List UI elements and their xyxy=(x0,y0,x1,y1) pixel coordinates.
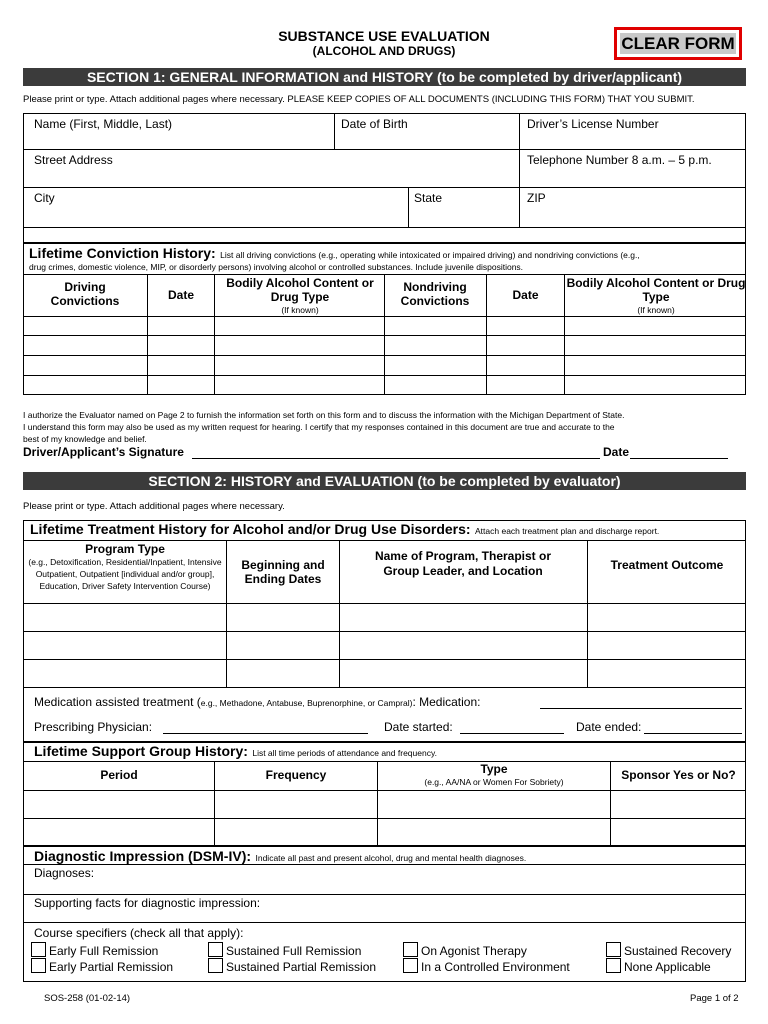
zip-field[interactable]: ZIP xyxy=(527,191,546,205)
col-bac: Bodily Alcohol Content or Drug Type xyxy=(226,276,374,304)
general-info-box xyxy=(23,113,746,243)
diagnoses-field[interactable]: Diagnoses: xyxy=(34,866,95,880)
col-type-note: (e.g., AA/NA or Women For Sobriety) xyxy=(424,777,564,787)
date-ended-label: Date ended: xyxy=(576,720,642,734)
date-started-input[interactable] xyxy=(460,733,564,734)
col-program-type: Program Type xyxy=(85,542,165,556)
col-program-name: Name of Program, Therapist or Group Leader, and Location xyxy=(374,549,552,578)
support-heading: Lifetime Support Group History: xyxy=(34,743,248,759)
license-field[interactable]: Driver’s License Number xyxy=(527,117,659,131)
diagnostic-heading: Diagnostic Impression (DSM-IV): xyxy=(34,848,252,864)
form-id: SOS-258 (01-02-14) xyxy=(44,993,131,1004)
street-field[interactable]: Street Address xyxy=(34,153,113,167)
physician-label: Prescribing Physician: xyxy=(34,720,153,734)
date-ended-input[interactable] xyxy=(644,733,742,734)
treatment-note: Attach each treatment plan and discharge report. xyxy=(475,526,660,536)
checkbox-sustained-partial-remission[interactable]: Sustained Partial Remission xyxy=(208,958,376,974)
diagnostic-note: Indicate all past and present alcohol, drug and mental health diagnoses. xyxy=(255,853,527,863)
checkbox-early-partial-remission[interactable]: Early Partial Remission xyxy=(31,958,173,974)
col-sponsor: Sponsor Yes or No? xyxy=(621,768,736,782)
checkbox-sustained-recovery[interactable]: Sustained Recovery xyxy=(606,942,731,958)
signature-label: Driver/Applicant’s Signature xyxy=(23,445,184,459)
col-bac-note-2: (If known) xyxy=(637,305,675,315)
signature-line[interactable] xyxy=(192,458,600,459)
section1-instructions: Please print or type. Attach additional pages where necessary. PLEASE KEEP COPIES OF ALL DOCUMENTS (INCLUDING THIS FORM) THAT YOU SUBMIT. xyxy=(23,94,695,105)
clear-form-label: CLEAR FORM xyxy=(621,34,735,53)
col-program-note: (e.g., Detoxification, Residential/Inpatient, Intensive Outpatient, Outpatient [individual and/or group], Education, Driver Safety Intervention Course) xyxy=(28,557,222,591)
checkbox-controlled-environment[interactable]: In a Controlled Environment xyxy=(403,958,570,974)
checkbox-none-applicable[interactable]: None Applicable xyxy=(606,958,711,974)
col-frequency: Frequency xyxy=(265,768,327,782)
date-line[interactable] xyxy=(630,458,728,459)
name-field[interactable]: Name (First, Middle, Last) xyxy=(34,117,173,131)
authorization-text: I authorize the Evaluator named on Page 2 to furnish the information set forth on this form and to discuss the information with the Michigan Department of State. I understand this form may also be used as my written request for hearing. I certify that my responses contained in this document are true and accurate to the best of my knowledge and belief. xyxy=(23,410,625,444)
checkbox-sustained-full-remission[interactable]: Sustained Full Remission xyxy=(208,942,361,958)
col-period: Period xyxy=(100,768,138,782)
page-number: Page 1 of 2 xyxy=(690,993,739,1004)
col-date-2: Date xyxy=(512,288,539,302)
col-bac-2: Bodily Alcohol Content or Drug Type xyxy=(566,276,746,304)
form-subtitle: (ALCOHOL AND DRUGS) xyxy=(312,44,456,58)
form-title: SUBSTANCE USE EVALUATION xyxy=(278,28,490,44)
checkbox-early-full-remission[interactable]: Early Full Remission xyxy=(31,942,158,958)
checkbox-on-agonist-therapy[interactable]: On Agonist Therapy xyxy=(403,942,527,958)
physician-input[interactable] xyxy=(163,733,368,734)
section1-bar: SECTION 1: GENERAL INFORMATION and HISTORY (to be completed by driver/applicant) xyxy=(23,68,746,86)
medication-line: Medication assisted treatment (e.g., Methadone, Antabuse, Buprenorphine, or Campral): Medication: xyxy=(34,695,481,709)
conviction-note-2: drug crimes, domestic violence, MIP, or disorderly persons) involving alcohol or controlled substances. Include juvenile dispositions. xyxy=(29,262,524,272)
section2-bar: SECTION 2: HISTORY and EVALUATION (to be completed by evaluator) xyxy=(23,472,746,490)
medication-input[interactable] xyxy=(540,708,742,709)
section2-instructions: Please print or type. Attach additional pages where necessary. xyxy=(23,501,285,512)
date-started-label: Date started: xyxy=(384,720,453,734)
col-date: Date xyxy=(167,288,194,302)
dob-field[interactable]: Date of Birth xyxy=(341,117,408,131)
col-driving-convictions: Driving Convictions xyxy=(50,280,120,308)
support-note: List all time periods of attendance and frequency. xyxy=(252,748,437,758)
course-specifiers-label: Course specifiers (check all that apply): xyxy=(34,926,244,940)
conviction-note: List all driving convictions (e.g., operating while intoxicated or impaired driving) and nondriving convictions (e.g., xyxy=(220,250,640,260)
col-treatment-outcome: Treatment Outcome xyxy=(610,558,724,572)
col-type: Type xyxy=(480,762,508,776)
phone-field[interactable]: Telephone Number 8 a.m. – 5 p.m. xyxy=(527,153,712,167)
date-label: Date xyxy=(603,445,630,459)
state-field[interactable]: State xyxy=(414,191,443,205)
city-field[interactable]: City xyxy=(34,191,55,205)
conviction-heading: Lifetime Conviction History: xyxy=(29,245,216,261)
clear-form-button[interactable] xyxy=(614,27,742,60)
col-bac-note: (If known) xyxy=(281,305,319,315)
supporting-facts-field[interactable]: Supporting facts for diagnostic impression: xyxy=(34,896,261,910)
col-nondriving-convictions: Nondriving Convictions xyxy=(400,280,470,308)
col-dates: Beginning and Ending Dates xyxy=(241,558,325,586)
treatment-heading: Lifetime Treatment History for Alcohol and/or Drug Use Disorders: xyxy=(30,521,471,537)
